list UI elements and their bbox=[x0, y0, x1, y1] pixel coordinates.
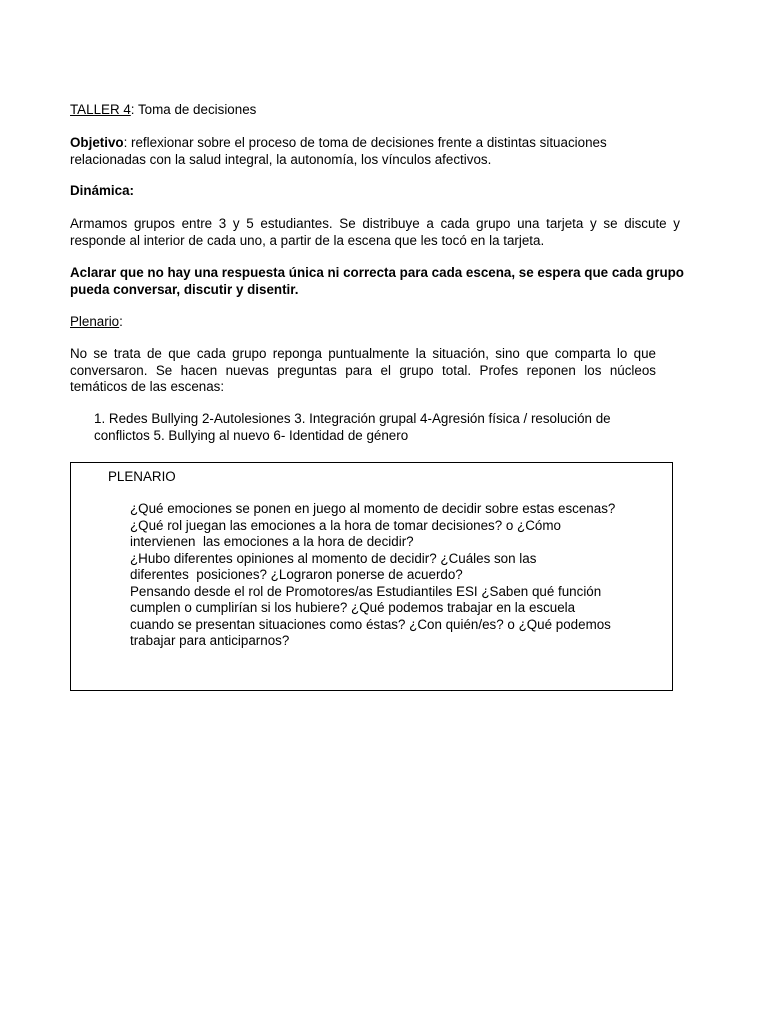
dinamica-paragraph: Armamos grupos entre 3 y 5 estudiantes. Se distribuye a cada grupo una tarjeta y se discute y responde al interior de cada uno, a partir de la escena que les tocó en la tarjeta. bbox=[70, 216, 680, 248]
question-line: cuando se presentan situaciones como éstas? ¿Con quién/es? o ¿Qué podemos bbox=[130, 616, 611, 632]
question-line: ¿Qué rol juegan las emociones a la hora de tomar decisiones? o ¿Cómo bbox=[130, 517, 561, 533]
workshop-title-label: TALLER 4 bbox=[70, 102, 131, 117]
topics-list-item bbox=[94, 411, 654, 444]
plenario-heading bbox=[70, 314, 680, 331]
objective-paragraph bbox=[70, 135, 680, 168]
plenario-heading-label: Plenario bbox=[70, 314, 120, 329]
question-line: Pensando desde el rol de Promotores/as Estudiantiles ESI ¿Saben qué función bbox=[130, 583, 602, 599]
plenario-heading-suffix: : bbox=[119, 314, 123, 329]
plenario-paragraph: No se trata de que cada grupo reponga puntualmente la situación, sino que comparta lo que conversaron. Se hacen nuevas preguntas para el grupo total. Profes reponen los núcleos temáticos de las escenas: bbox=[70, 346, 656, 394]
workshop-title-text: : Toma de decisiones bbox=[130, 102, 257, 117]
objective-text: : reflexionar sobre el proceso de toma de decisiones frente a distintas situaciones relacionadas con la salud integral, la autonomía, los vínculos afectivos. bbox=[70, 135, 607, 167]
workshop-title bbox=[70, 102, 680, 119]
topics-list-text: Redes Bullying 2-Autolesiones 3. Integración grupal 4-Agresión física / resolución de conflictos 5. Bullying al nuevo 6- Identidad de género bbox=[94, 411, 611, 443]
plenario-questions-box bbox=[70, 462, 673, 691]
question-line: ¿Qué emociones se ponen en juego al momento de decidir sobre estas escenas? bbox=[130, 501, 616, 516]
plenario-questions bbox=[130, 501, 660, 650]
question-line: cumplen o cumplirían si los hubiere? ¿Qué podemos trabajar en la escuela bbox=[130, 600, 576, 615]
question-line: ¿Hubo diferentes opiniones al momento de decidir? ¿Cuáles son las bbox=[130, 550, 537, 566]
question-line: diferentes posiciones? ¿Lograron ponerse de acuerdo? bbox=[130, 567, 463, 582]
question-line: intervienen las emociones a la hora de decidir? bbox=[130, 534, 414, 549]
question-line: trabajar para anticiparnos? bbox=[130, 633, 290, 648]
dinamica-heading: Dinámica: bbox=[70, 183, 134, 198]
plenario-box-title: PLENARIO bbox=[108, 469, 176, 484]
objective-label: Objetivo bbox=[70, 135, 124, 150]
important-note: Aclarar que no hay una respuesta única ni correcta para cada escena, se espera que cada grupo pueda conversar, discutir y disentir. bbox=[70, 265, 684, 297]
topics-list-number: 1. bbox=[94, 411, 106, 426]
